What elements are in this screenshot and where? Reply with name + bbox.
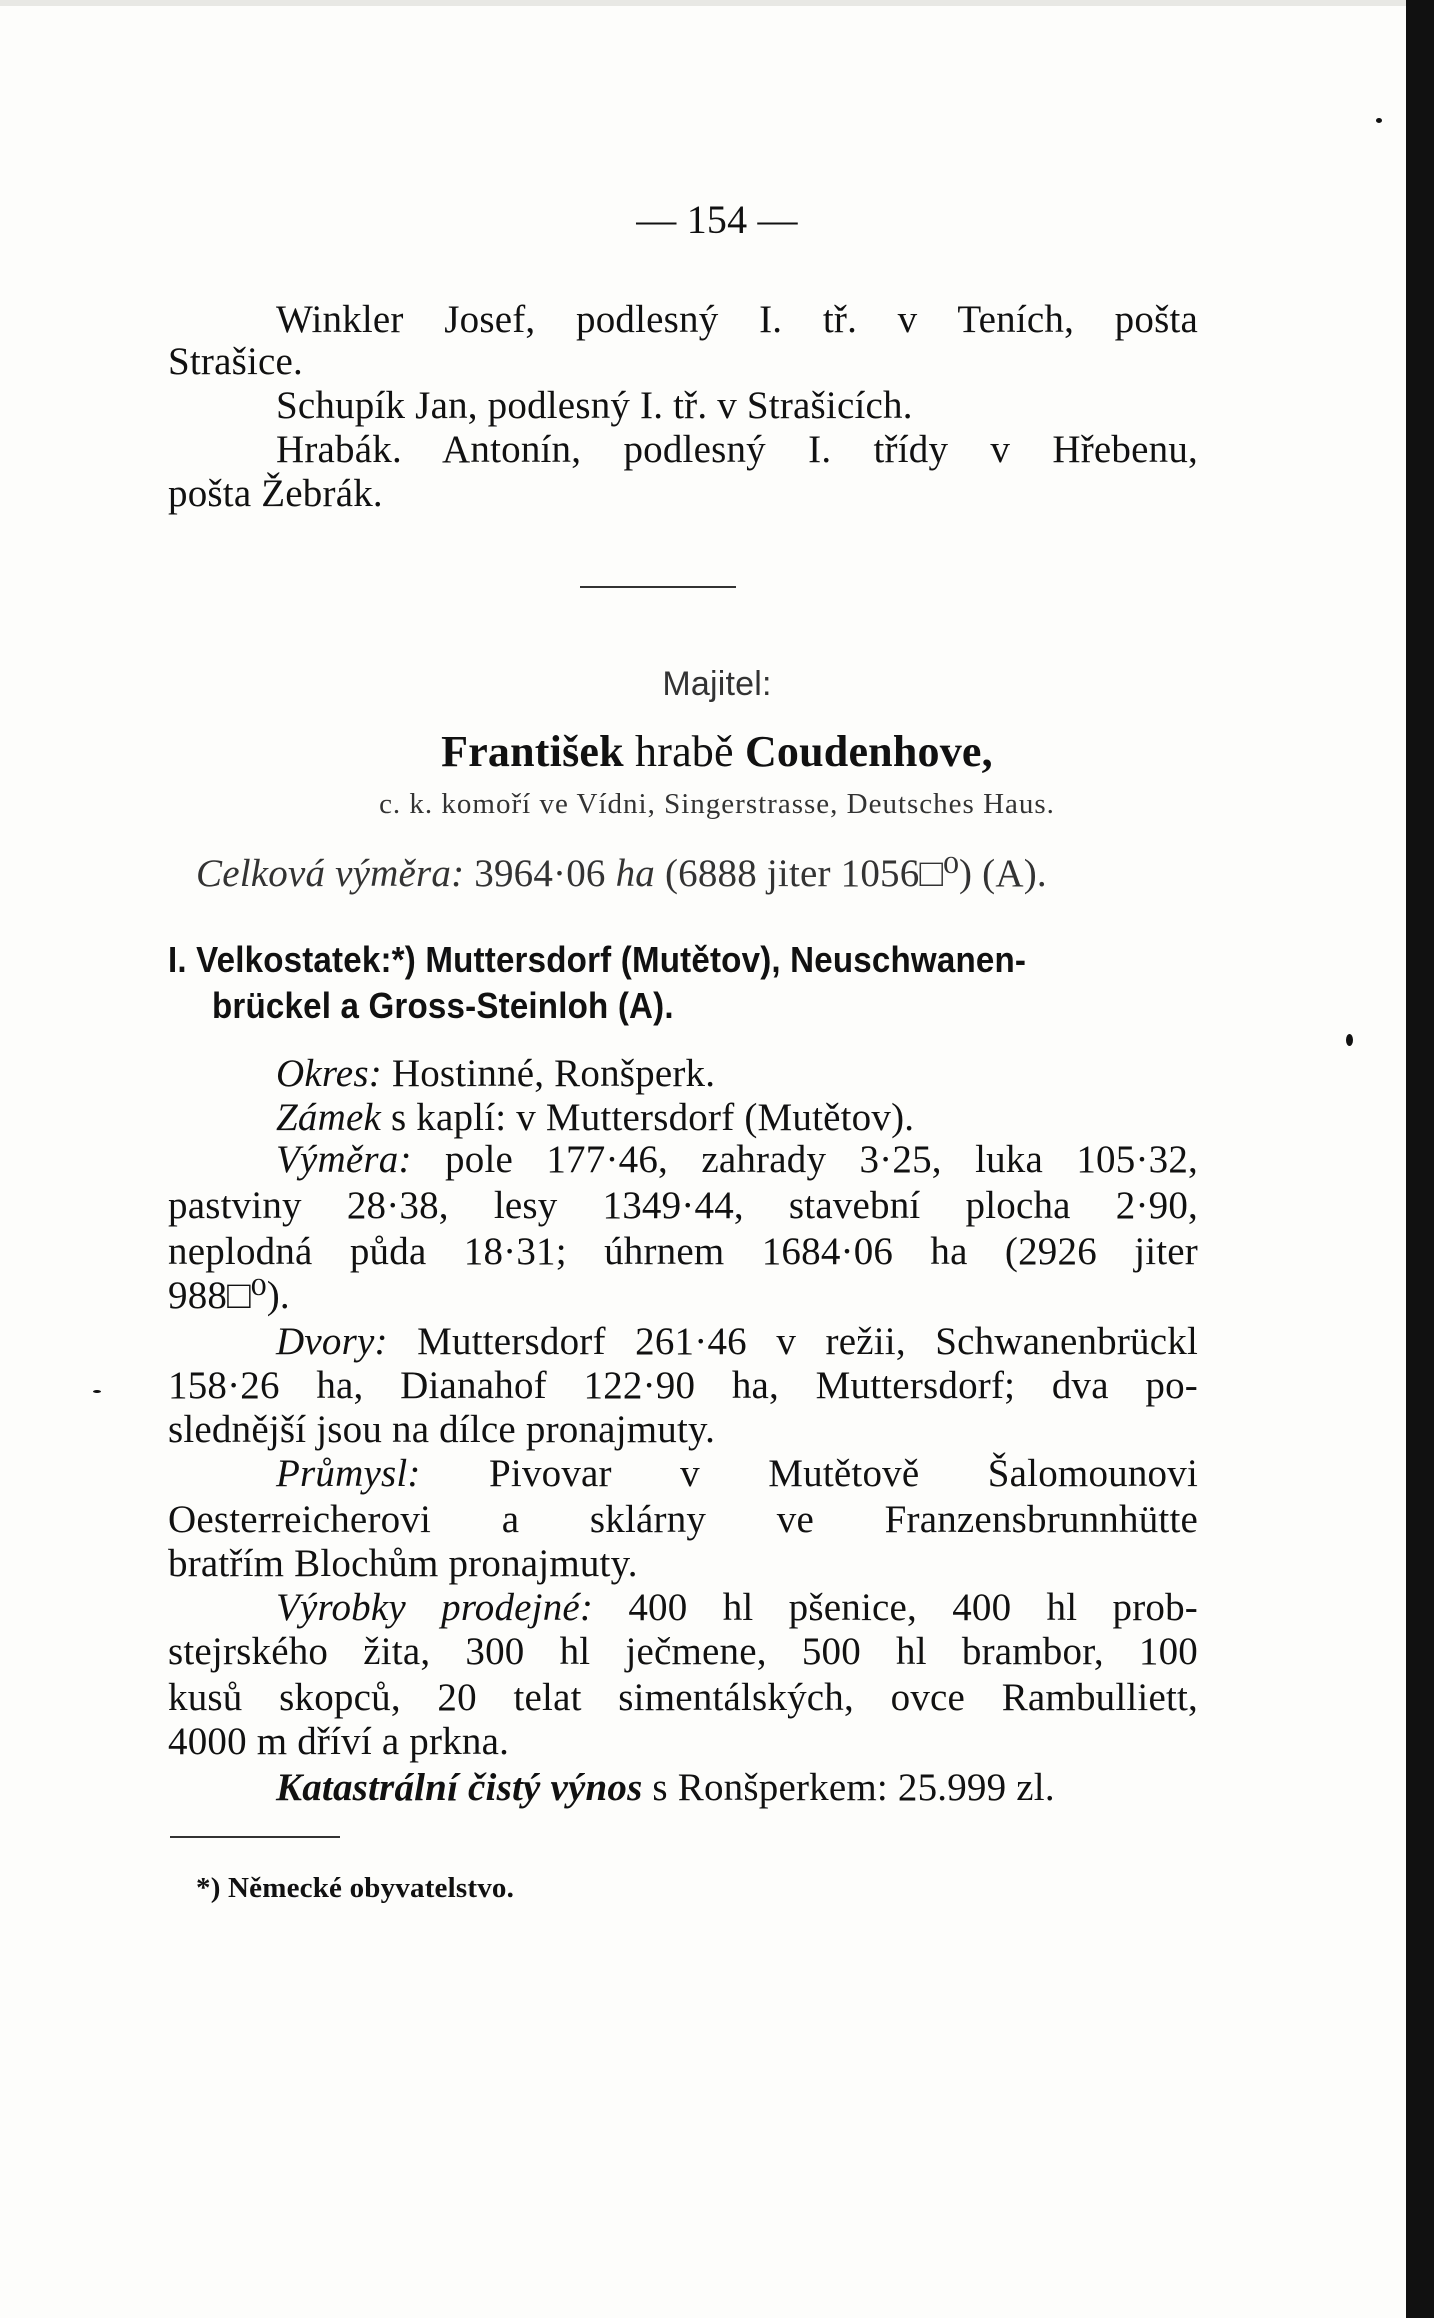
- page-number: — 154 —: [636, 197, 798, 242]
- products-line: kusů skopců, 20 telat simentálských, ovce Rambulliett,: [168, 1676, 1198, 1719]
- owner-heading: Majitel:: [662, 665, 772, 703]
- page-right-edge: [1406, 0, 1434, 2318]
- area-detail-line: Výměra: pole 177·46, zahrady 3·25, luka 105·32,: [276, 1138, 1198, 1181]
- page-top-edge: [0, 0, 1434, 6]
- entry-line: Hrabák. Antonín, podlesný I. třídy v Hřebenu,: [276, 428, 1198, 471]
- ink-speck: [1346, 1034, 1353, 1046]
- castle-line: Zámek s kaplí: v Muttersdorf (Mutětov).: [276, 1096, 915, 1139]
- industry-line: Oesterreicherovi a sklárny ve Franzensbrunnhütte: [168, 1498, 1198, 1541]
- ink-speck: [93, 1390, 101, 1393]
- entry-line: pošta Žebrák.: [168, 472, 383, 515]
- farms-line: Dvory: Muttersdorf 261·46 v režii, Schwanenbrückl: [276, 1320, 1198, 1363]
- industry-line: Průmysl: Pivovar v Mutětově Šalomounovi: [276, 1452, 1198, 1495]
- owner-name: František hrabě Coudenhove,: [441, 727, 993, 776]
- area-detail-line: neplodná půda 18·31; úhrnem 1684·06 ha (2926 jiter: [168, 1230, 1198, 1273]
- estate-heading: I. Velkostatek:*) Muttersdorf (Mutětov), Neuschwanen-: [168, 939, 1027, 980]
- entry-line: Winkler Josef, podlesný I. tř. v Teních, pošta: [276, 298, 1198, 341]
- estate-heading: brückel a Gross-Steinloh (A).: [212, 985, 674, 1026]
- footnote: *) Německé obyvatelstvo.: [196, 1872, 515, 1904]
- entry-line: Schupík Jan, podlesný I. tř. v Strašicích.: [276, 384, 913, 427]
- products-line: stejrského žita, 300 hl ječmene, 500 hl brambor, 100: [168, 1630, 1198, 1673]
- owner-title: c. k. komoří ve Vídni, Singerstrasse, Deutsches Haus.: [379, 788, 1055, 820]
- farms-line: 158·26 ha, Dianahof 122·90 ha, Muttersdorf; dva po-: [168, 1364, 1198, 1407]
- entry-line: Strašice.: [168, 340, 304, 383]
- cadastral-yield-line: Katastrální čistý výnos s Ronšperkem: 25.999 zl.: [276, 1766, 1055, 1809]
- total-area: Celková výměra: 3964·06 ha (6888 jiter 1056□⁰) (A).: [196, 852, 1047, 895]
- area-detail-line: pastviny 28·38, lesy 1349·44, stavební plocha 2·90,: [168, 1184, 1198, 1227]
- section-divider: [580, 586, 736, 588]
- ink-speck: [1376, 118, 1382, 123]
- footnote-divider: [170, 1836, 340, 1838]
- farms-line: slednější jsou na dílce pronajmuty.: [168, 1408, 716, 1451]
- products-line: 4000 m dříví a prkna.: [168, 1720, 510, 1763]
- district-line: Okres: Hostinné, Ronšperk.: [276, 1052, 716, 1095]
- industry-line: bratřím Blochům pronajmuty.: [168, 1542, 638, 1585]
- area-detail-line: 988□⁰).: [168, 1274, 290, 1317]
- products-line: Výrobky prodejné: 400 hl pšenice, 400 hl prob-: [276, 1586, 1198, 1629]
